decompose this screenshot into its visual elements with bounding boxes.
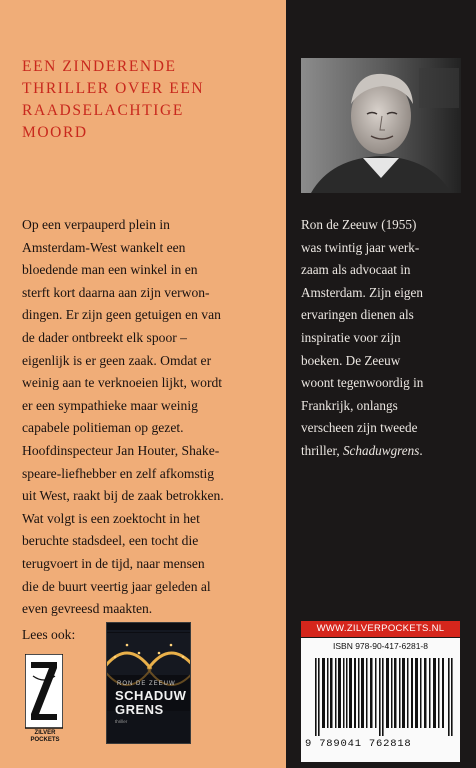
blurb-line: Wat volgt is een zoektocht in het	[22, 510, 200, 526]
bio-line: boeken. De Zeeuw	[301, 352, 401, 368]
bio-line: zaam als advocaat in	[301, 262, 411, 278]
blurb-line: dingen. Er zijn geen getuigen en van	[22, 307, 221, 323]
blurb-line: weinig aan te verknoeien lijkt, wordt	[22, 375, 223, 391]
tagline-line: MOORD	[22, 124, 88, 141]
blurb-text	[22, 214, 284, 621]
blurb-line: Op een verpauperd plein in	[22, 217, 170, 232]
blurb-line: de dader ontbreekt elk spoor –	[22, 329, 187, 345]
bio-line: was twintig jaar werk-	[301, 239, 420, 255]
website-banner: WWW.ZILVERPOCKETS.NL	[301, 621, 460, 637]
logo-label-line: POCKETS	[30, 737, 60, 743]
barcode-panel	[301, 638, 460, 762]
blurb-line: terugvoert in de tijd, naar mensen	[22, 555, 205, 571]
blurb-line: speare-liefhebber en zelf afkomstig	[22, 465, 215, 481]
blurb-line: Hoofdinspecteur Jan Houter, Shake-	[22, 442, 220, 458]
ean-number: 9 789041 762818	[305, 738, 412, 750]
bio-line: Frankrijk, onlangs	[301, 397, 398, 413]
bio-line: Ron de Zeeuw (1955)	[301, 217, 417, 232]
blurb-line: sterft kort daarna aan zijn verwon-	[22, 284, 210, 300]
blurb-line: capabele politieman op gezet.	[22, 420, 184, 436]
bio-line: ervaringen dienen als	[301, 307, 414, 323]
blurb-line: Amsterdam-West wankelt een	[22, 239, 186, 255]
blurb-line: uit West, raakt bij de zaak betrokken.	[22, 488, 224, 504]
isbn-text: ISBN 978-90-417-6281-8	[333, 641, 428, 651]
related-book-subtitle: thriller	[115, 719, 128, 724]
barcode-icon	[315, 658, 455, 736]
related-book-title-line: SCHADUW	[115, 688, 187, 703]
blurb-line: die de buurt veertig jaar geleden al	[22, 578, 211, 594]
bio-book-title: Schaduwgrens	[342, 442, 420, 458]
tagline-line: EEN ZINDERENDE	[22, 58, 177, 75]
tagline-line: THRILLER OVER EEN	[22, 80, 205, 97]
bio-line: Amsterdam. Zijn eigen	[301, 284, 423, 300]
author-bio	[301, 214, 471, 463]
bio-line: woont tegenwoordig in	[301, 375, 424, 391]
author-photo	[301, 58, 461, 193]
tagline	[22, 56, 284, 144]
lees-ook-label: Lees ook:	[22, 627, 76, 642]
logo-label	[22, 730, 68, 744]
bio-line-last	[301, 440, 471, 463]
bio-line: verscheen zijn tweede	[301, 420, 418, 436]
tagline-line: RAADSELACHTIGE	[22, 102, 184, 119]
bio-line: inspiratie voor zijn	[301, 329, 401, 345]
related-book-title-line: GRENS	[115, 702, 164, 717]
logo-label-line: ZILVER	[34, 730, 56, 736]
blurb-line: even gevreesd maakten.	[22, 601, 153, 617]
blurb-line: beruchte stadsdeel, een tocht die	[22, 533, 199, 549]
blurb-line: eigenlijk is er geen zaak. Omdat er	[22, 352, 212, 368]
blurb-line: er een sympathieke maar weinig	[22, 397, 198, 413]
bio-text: thriller,	[301, 442, 343, 458]
related-book-cover	[106, 622, 191, 744]
blurb-line: bloedende man een winkel in en	[22, 262, 198, 278]
bio-text: .	[419, 442, 423, 458]
related-book-title	[115, 689, 186, 717]
related-book-author: RON DE ZEEUW	[117, 681, 176, 687]
